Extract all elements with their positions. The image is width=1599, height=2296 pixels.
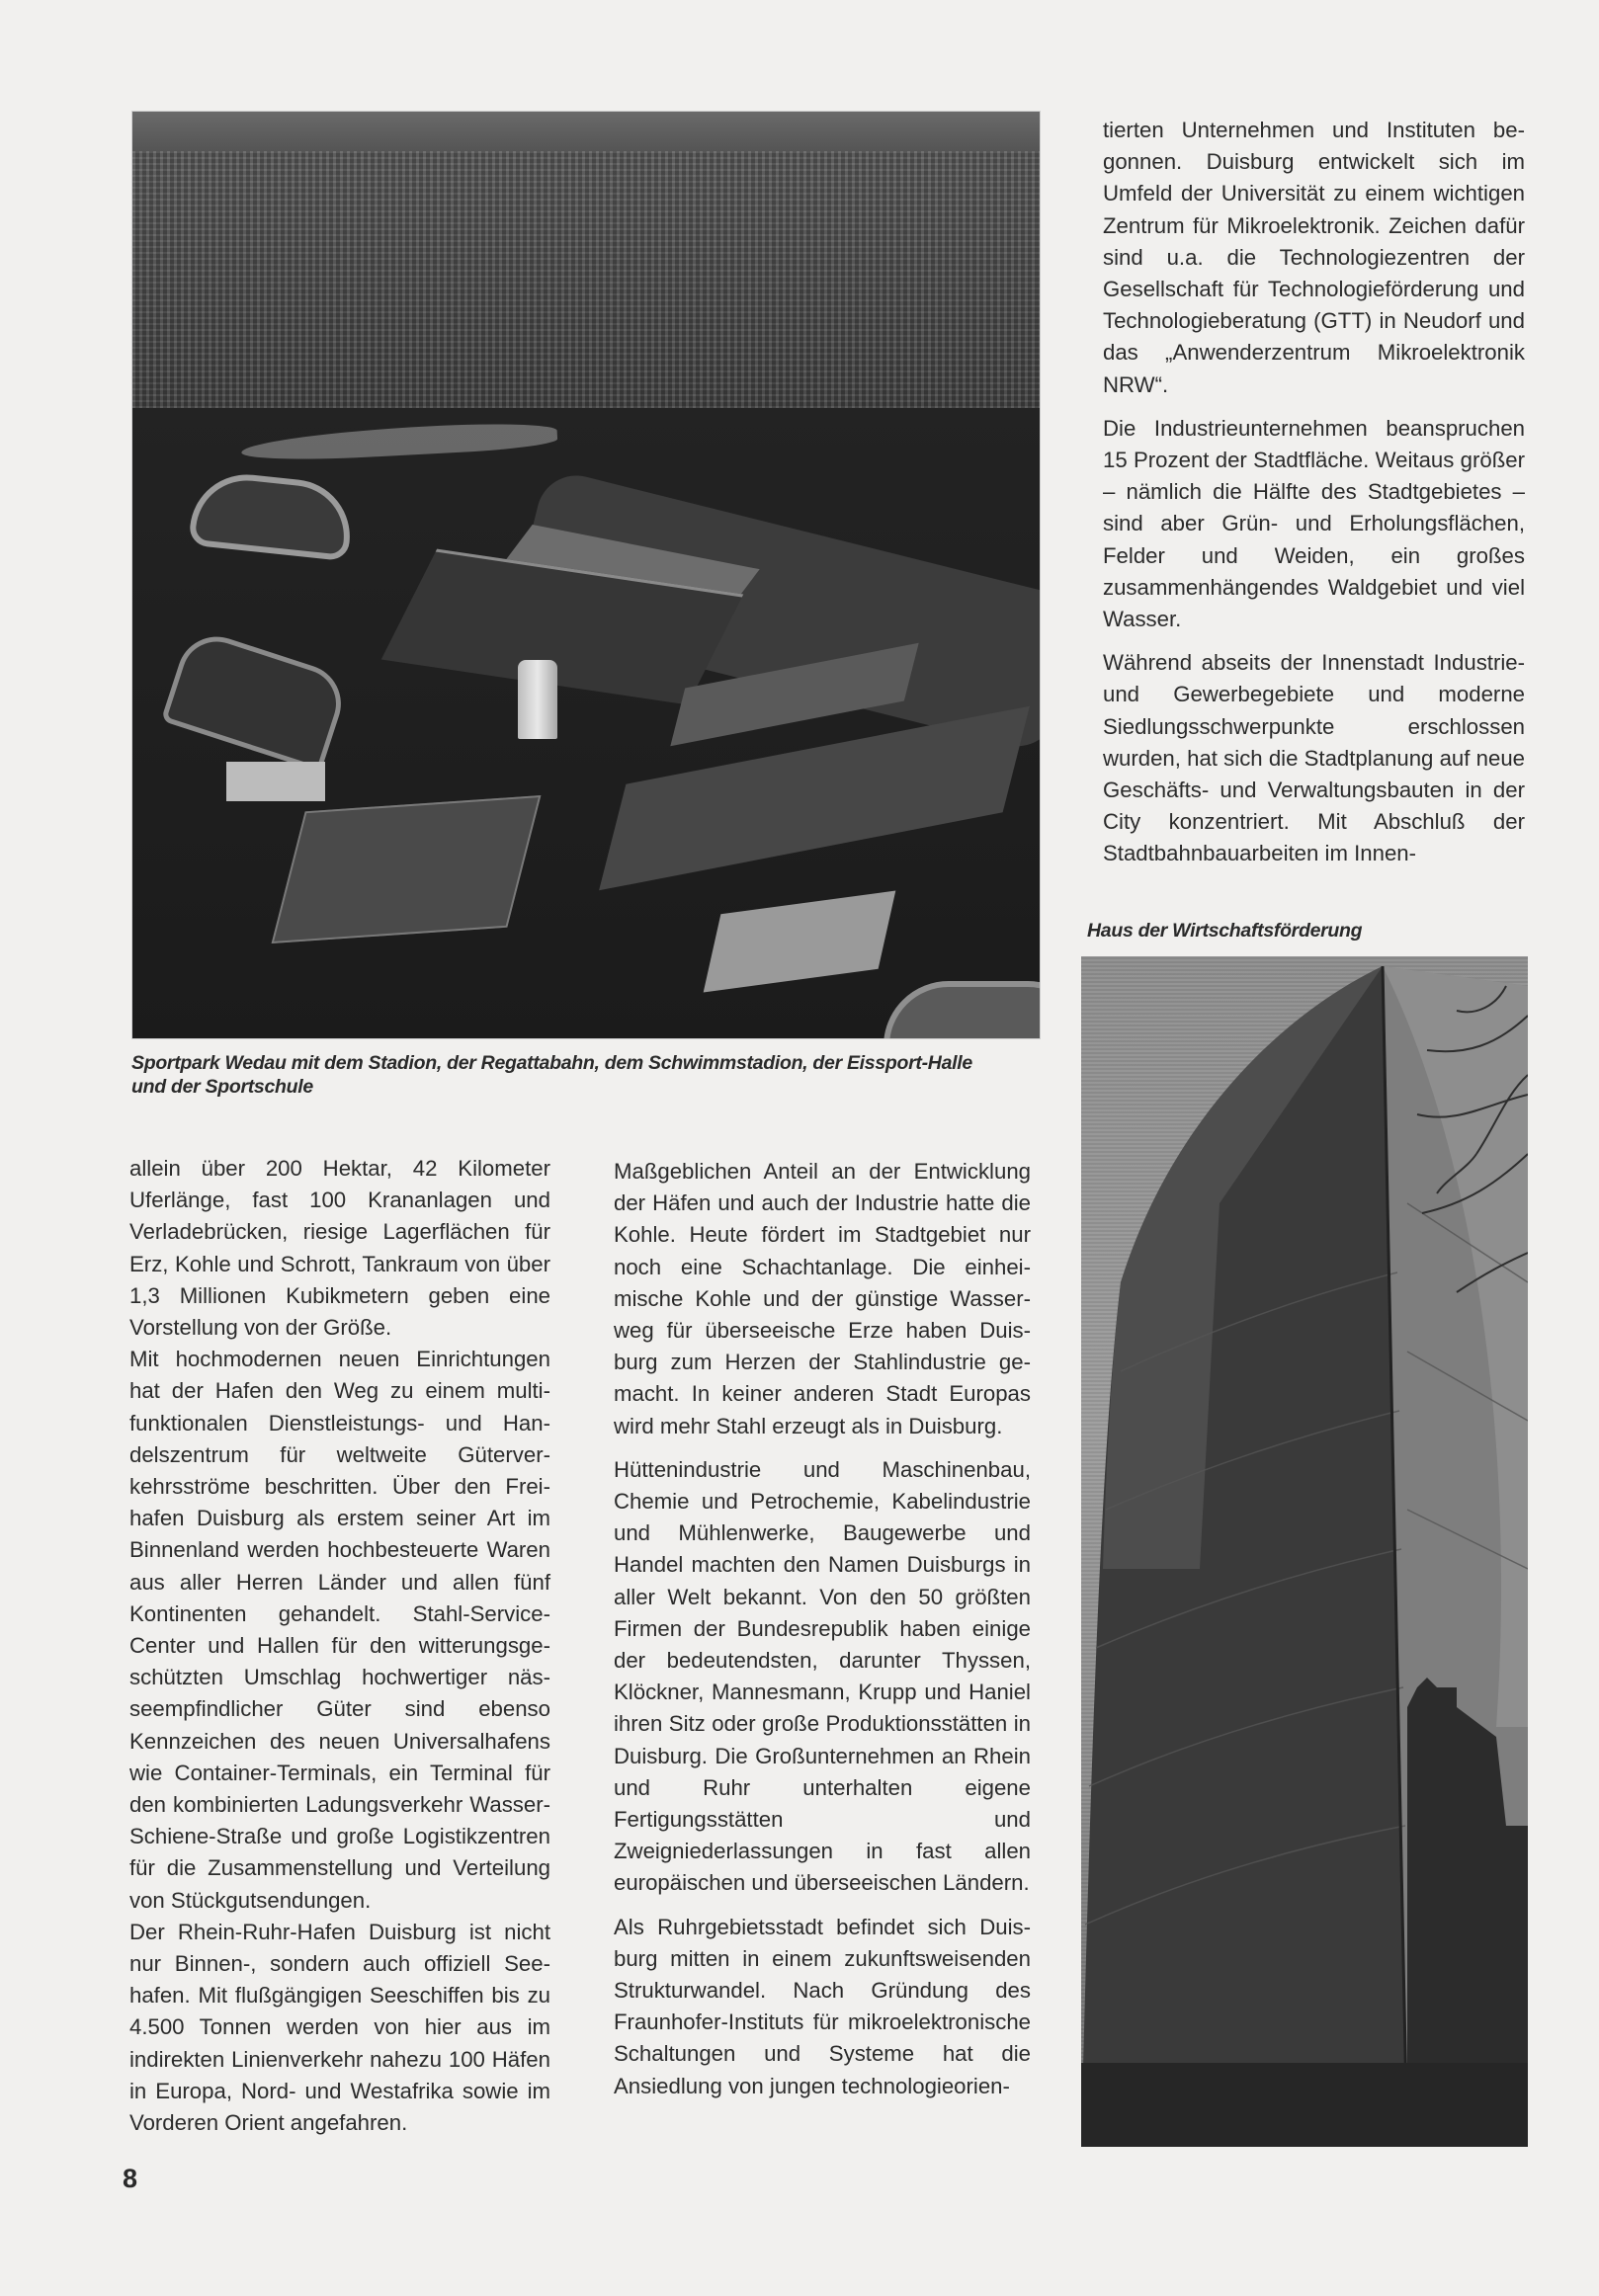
building-photo-illustration [1081,956,1528,2147]
text-column-left [129,1153,550,2139]
paragraph: tierten Unternehmen und Instituten begonnen. Duisburg entwickelt sich im Umfeld der Universität zu einem wichtigen Zentrum für Mikroelektronik. Zeichen dafür sind u.a. die Technologiezentren der Gesellschaft für Technologieförderung und Technologieberatung (GTT) in Neudorf und das „Anwenderzentrum Mikroelektronik NRW“. [1103,118,1525,397]
paragraph: Maßgeblichen Anteil an der Entwicklung der Häfen und auch der Industrie hatte die Kohle. Heute fördert im Stadtgebiet nur noch eine Schachtanlage. Die einheimische Kohle und der günstige Wasserweg für überseeische Erze haben Duisburg zum Herzen der Stahlindustrie gemacht. In keiner anderen Stadt Europas wird mehr Stahl erzeugt als in Duisburg. [614,1159,1031,1438]
page-number: 8 [123,2164,138,2193]
paragraph: Hüttenindustrie und Maschinenbau, Chemie und Petrochemie, Kabelindustrie und Mühlenwerke, Baugewerbe und Handel machten den Namen Duisburgs in aller Welt bekannt. Von den 50 größten Firmen der Bundesrepublik haben einige der bedeutendsten, darunter Thyssen, Klöckner, Mannesmann, Krupp und Haniel ihren Sitz oder große Produktionsstätten in Duisburg. Die Großunternehmen an Rhein und Ruhr unterhalten eigene Fertigungsstätten und Zweigniederlassungen in fast allen europäischen und überseeischen Ländern. [614,1456,1031,1896]
paragraph: Während abseits der Innenstadt Industrie- und Gewerbegebiete und moderne Siedlungsschwerpunkte erschlossen wurden, hat sich die Stadtplanung auf neue Geschäfts- und Verwaltungsbauten in der City konzentriert. Mit Abschluß der Stadtbahnbauarbeiten im Innen- [1103,650,1525,866]
paragraph: Mit hochmodernen neuen Einrichtungen hat der Hafen den Weg zu einem multifunktionalen Dienstleistungs- und Handelszentrum für weltweite Güterverkehrsströme beschritten. Über den Freihafen Duisburg als erstem seiner Art im Binnenland werden hochbesteuerte Waren aus aller Herren Länder und allen fünf Kontinenten gehandelt. Stahl-Service-Center und Hallen für den witterungsgeschützten Umschlag hochwertiger nässeempfindlicher Güter sind ebenso Kennzeichen des neuen Universalhafens wie Container-Terminals, ein Terminal für den kombinierten Ladungsverkehr Wasser-Schiene-Straße und große Logistikzentren für die Zusammenstellung und Verteilung von Stückgutsendungen. [129,1347,550,1913]
photo-round-tower [518,660,557,739]
photo-city-area [132,151,1040,438]
paragraph: Als Ruhrgebietsstadt befindet sich Duisburg mitten in einem zukunftsweisenden Strukturwandel. Nach Gründung des Fraunhofer-Instituts für mikroelektronische Schaltungen und Systeme hat die Ansiedlung von jungen technologieorien- [614,1914,1031,2098]
paragraph: Der Rhein-Ruhr-Hafen Duisburg ist nicht nur Binnen-, sondern auch offiziell Seehafen. Mit flußgängigen Seeschiffen bis zu 4.500 Tonnen werden von hier aus im indirekten Linienverkehr nahezu 100 Häfen in Europa, Nord- und Westafrika sowie im Vorderen Orient angefahren. [129,1919,550,2136]
photo-sports-school [226,762,325,801]
aerial-photo-sportpark-wedau [131,111,1041,1039]
text-column-middle [614,1156,1031,2102]
caption-line: und der Sportschule [131,1076,313,1098]
photo-football-pitch [272,795,542,943]
aerial-photo-caption [131,1051,1051,1099]
paragraph: allein über 200 Hektar, 42 Kilometer Uferlänge, fast 100 Krananlagen und Verladebrücken, riesige Lagerflächen für Erz, Kohle und Schrott, Tankraum von über 1,3 Millionen Kubikmetern geben eine Vorstellung von der Größe. [129,1156,550,1341]
text-column-right [1103,115,1525,870]
paragraph: Die Industrieunternehmen beanspruchen 15 Prozent der Stadtfläche. Weitaus größer – nämlich die Hälfte des Stadtgebietes – sind aber Grün- und Erholungsflächen, Felder und Weiden, ein großes zusammenhängendes Waldgebiet und viel Wasser. [1103,415,1525,632]
caption-line: Sportpark Wedau mit dem Stadion, der Regattabahn, dem Schwimmstadion, der Eissport-Halle [131,1052,972,1074]
building-photo-haus-der-wirtschaftsfoerderung [1081,956,1528,2147]
building-photo-caption: Haus der Wirtschaftsförderung [1087,920,1363,942]
